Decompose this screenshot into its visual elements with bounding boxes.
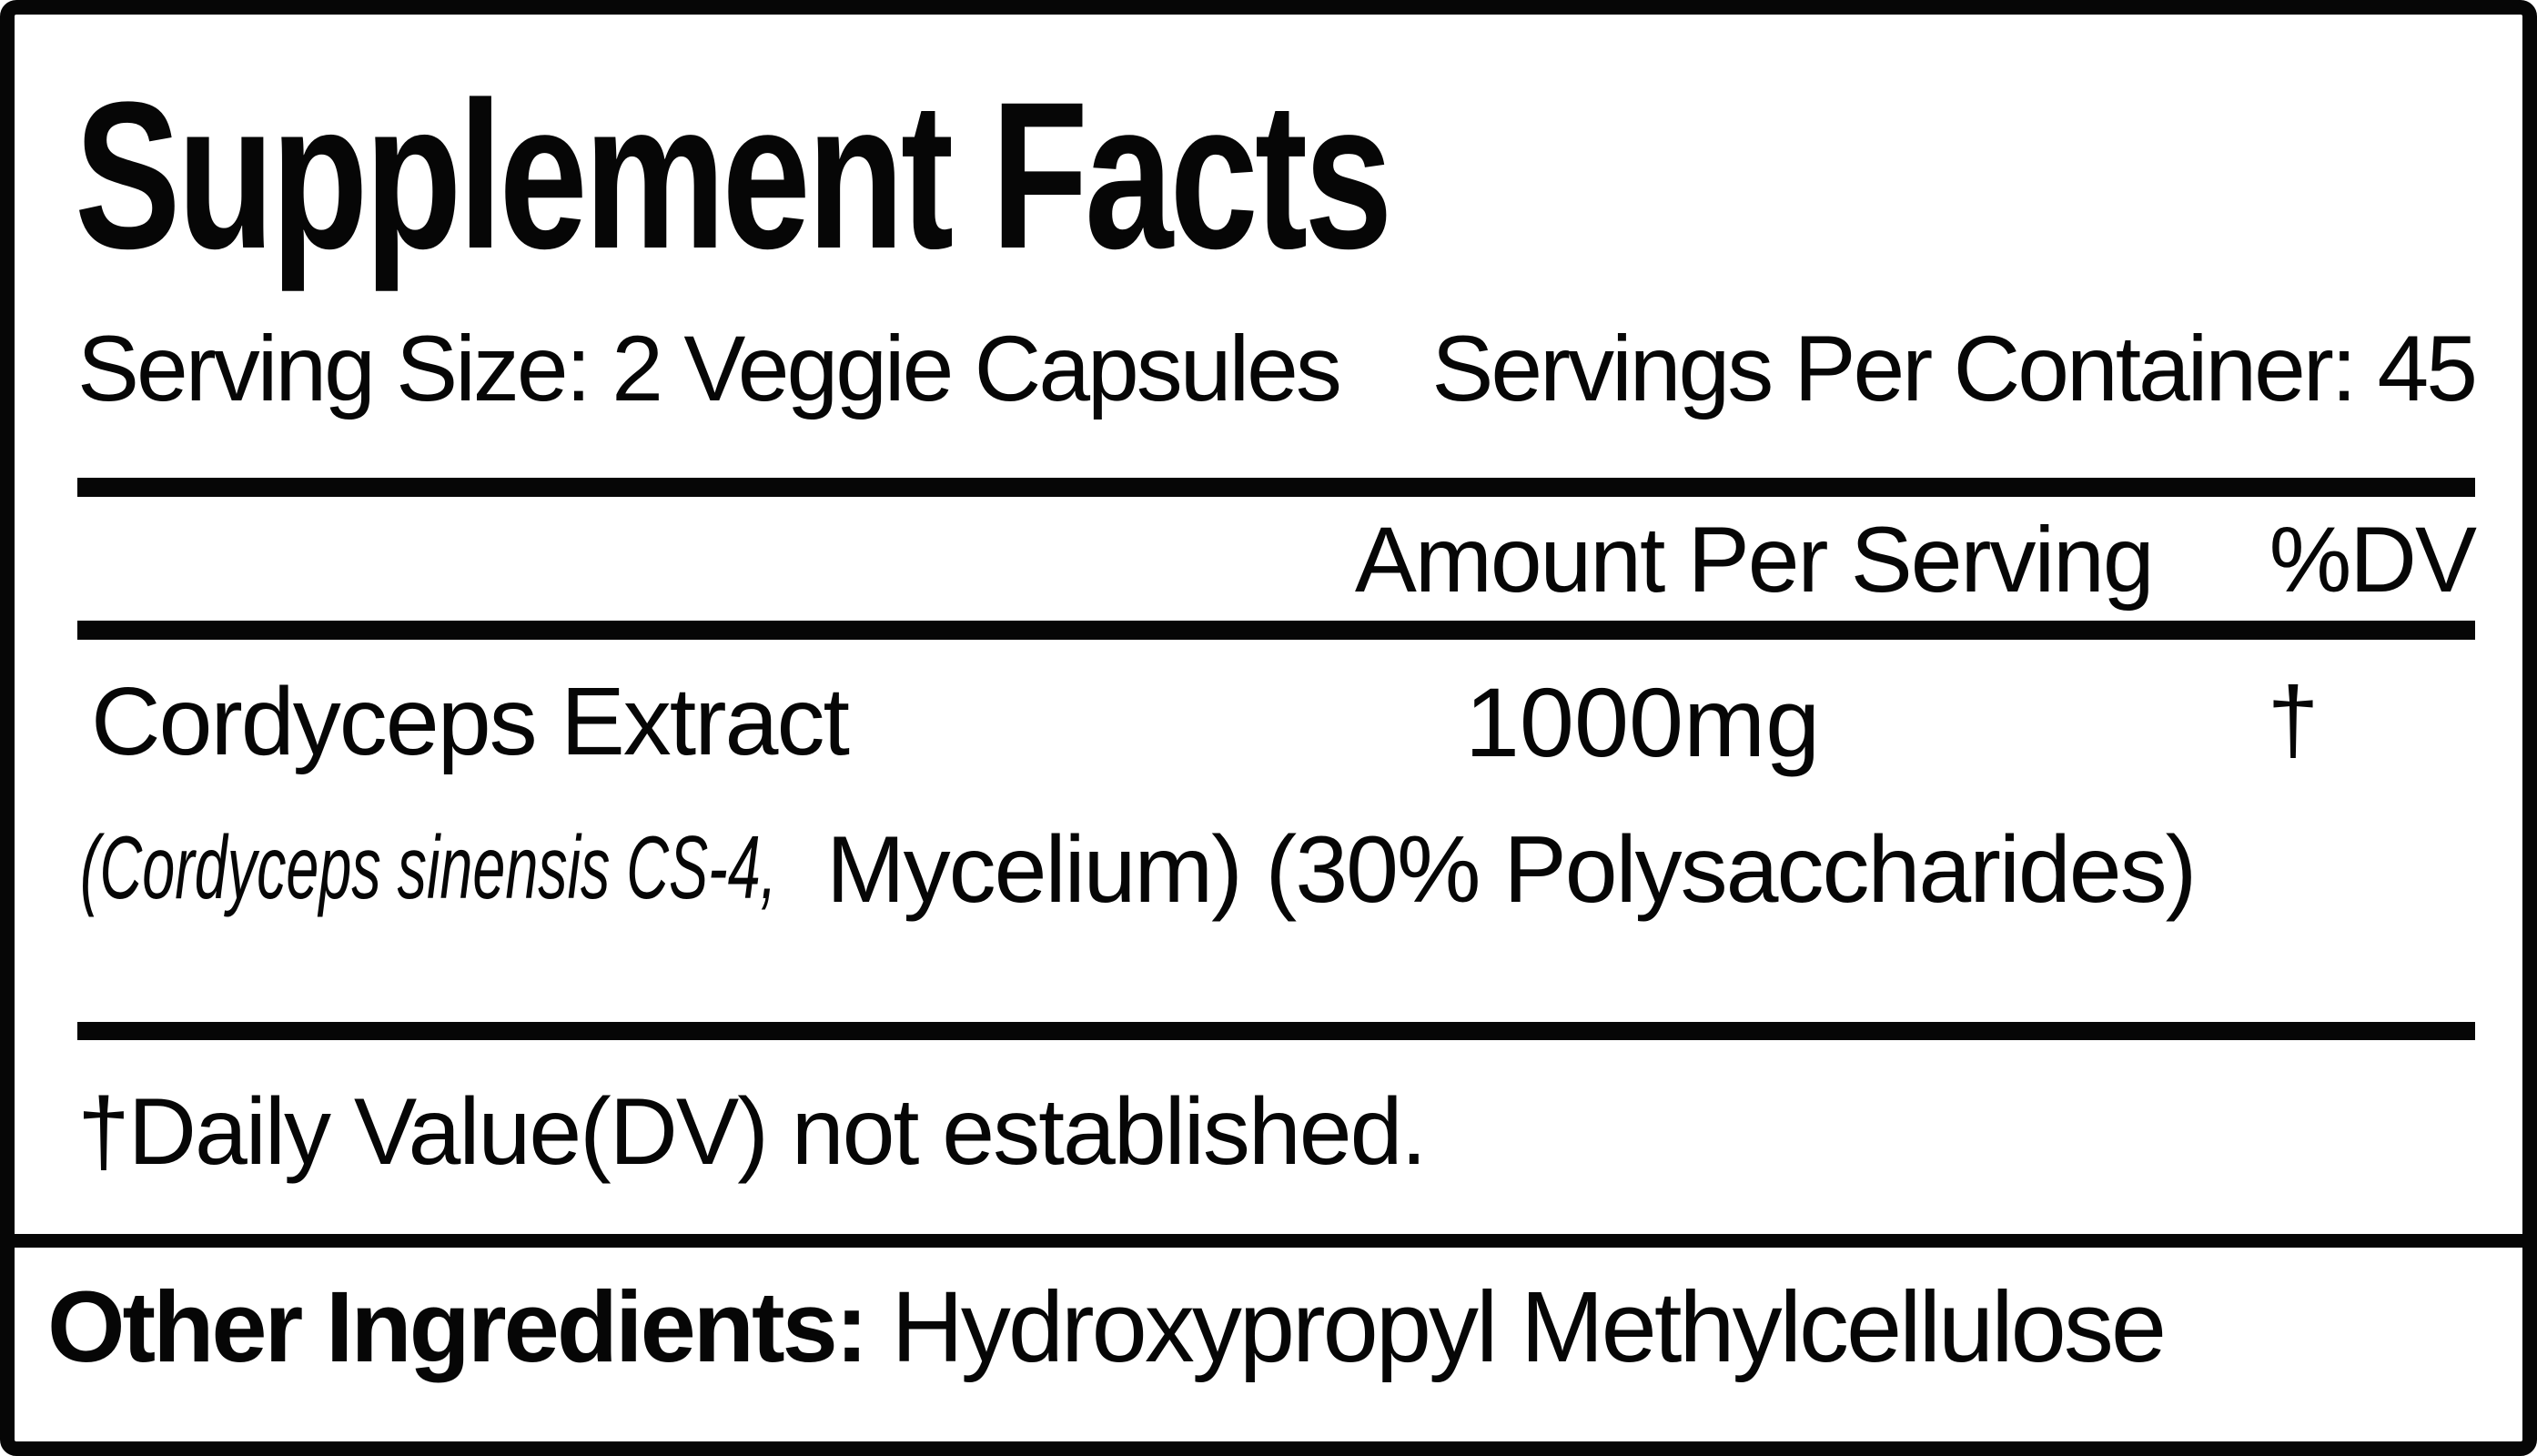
divider-thick-top	[77, 478, 2475, 497]
column-header-row	[1354, 508, 2475, 612]
serving-size-text: Serving Size: 2 Veggie Capsules	[77, 317, 1339, 420]
amount-per-serving-header: Amount Per Serving	[1354, 508, 2153, 612]
ingredient-dv-symbol: †	[2267, 668, 2320, 772]
servings-per-container-text: Servings Per Container: 45	[1431, 317, 2475, 420]
ingredient-name: Cordyceps Extract	[91, 668, 848, 775]
percent-dv-header: %DV	[2269, 508, 2475, 612]
daily-value-footnote: †Daily Value(DV) not established.	[77, 1079, 1426, 1185]
ingredient-row	[15, 667, 2522, 828]
other-ingredients-value: Hydroxypropyl Methylcellulose	[891, 1271, 2165, 1383]
divider-thick-middle	[77, 621, 2475, 640]
other-ingredients-label: Other Ingredients:	[47, 1271, 866, 1383]
ingredient-latin-name: (Cordyceps sinensis CS-4,	[80, 817, 777, 917]
other-ingredients-row	[47, 1271, 2165, 1383]
ingredient-amount: 1000mg	[1464, 667, 1821, 777]
panel-title: Supplement Facts	[75, 58, 1390, 292]
divider-thick-bottom	[77, 1022, 2475, 1040]
ingredient-detail-row	[15, 817, 2522, 977]
ingredient-detail-text: Mycelium) (30% Polysaccharides)	[826, 817, 2196, 923]
section-divider	[0, 1234, 2537, 1248]
serving-row	[77, 317, 2475, 420]
